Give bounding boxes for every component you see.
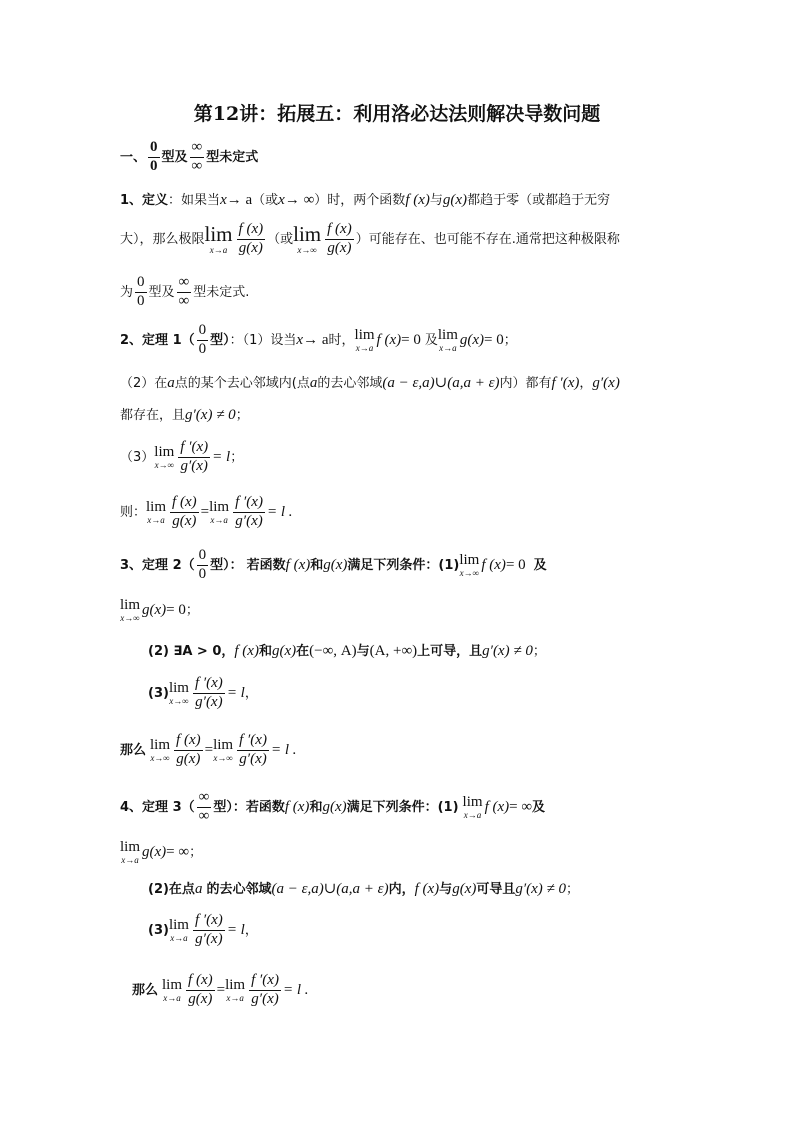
text: ：（1）设当 [229,332,297,348]
text: 型未定式. [193,284,250,300]
math-gprime-ne0: g′(x) ≠ 0 [515,881,567,897]
text: 可导且 [476,882,516,897]
math-eq0: = 0 [505,556,526,573]
text: 的去心邻域 [317,376,383,391]
limit-operator [463,795,483,820]
text: 时， [328,332,355,348]
text: 与 [356,644,370,659]
frac-den: g′(x) [180,457,208,474]
lim-word: lim [154,443,175,460]
text: 大），那么极限 [120,231,205,247]
limit-operator [154,445,174,470]
lim-sub: x→∞ [213,752,233,763]
math-eq-inf: = ∞ [166,844,190,860]
limit-operator [120,840,140,865]
lim-word: lim [459,551,480,568]
text: 为 [120,284,134,300]
text: ）可能存在、也可能不存在.通常把这种极限称 [355,231,620,247]
lim-sub: x→∞ [169,695,189,706]
frac-den: g′(x) [239,750,267,767]
limit-operator [169,918,189,943]
definition-line-2 [120,222,620,257]
fraction-inf-inf [177,275,192,310]
text: 及 [424,332,438,348]
theorem-label-end: 型） [213,799,233,815]
theorem-3-line-4 [148,913,258,948]
fraction-f-over-g [170,495,199,530]
lim-word: lim [437,326,458,343]
lim-sub: x→a [210,514,228,525]
math-eq-inf: = ∞ [509,798,533,815]
theorem-1-conclusion: 则： lim x→a $\frac{f (x)}{g(x)}$ = lim x→a $\frac{f '(x)}{g'(x)}$ = l . [120,494,293,529]
fraction-f-over-g [237,222,266,257]
fraction-f-over-g [174,733,203,768]
lim-word: lim [168,679,189,696]
theorem-2-line-4 [148,676,258,711]
text: ； [230,449,244,465]
math-x: x [220,192,227,208]
theorem-1-line-1 [120,323,517,358]
text: 与 [439,882,453,897]
math-neighborhood: (a − ε,a)∪(a,a + ε) [271,881,389,897]
math-a: a [194,881,203,897]
frac-num: f (x) [170,495,199,513]
math-fx: f (x) [234,643,259,659]
text: 上可导，且 [417,644,483,659]
math-eq-l: = l [226,684,245,701]
text: ； [185,603,199,618]
math-gprime-ne0: g′(x) ≠ 0 [482,643,533,659]
text: ， [244,922,258,938]
text: 那么 [132,982,159,998]
lim-sub: x→a [170,932,188,943]
limit-operator [459,553,479,578]
frac-num: f (x) [186,973,215,991]
text: ； [532,644,546,659]
math-to-a: → a [303,331,329,348]
math-gx: g(x) [459,331,485,348]
text: （2）在 [120,376,168,391]
math-gx: g(x) [322,798,347,815]
frac-num: 0 [197,548,209,566]
fraction-fprime-over-gprime [193,676,225,711]
limit-operator [293,221,322,255]
text: ； [189,845,203,860]
definition-line-3 [120,275,249,310]
fraction-fprime-over-gprime [233,495,265,530]
text: (3) [148,685,169,701]
math-interval-1: (−∞, A) [309,643,357,659]
math-gx: g(x) [323,556,348,573]
frac-den: g(x) [327,239,352,256]
text: 和 [309,799,323,815]
section-suffix: 型未定式 [206,149,259,165]
section-prefix: 一、 [120,149,147,165]
section-heading [120,140,258,175]
lim-word: lim [225,976,246,993]
frac-den: ∞ [198,807,210,824]
lim-sub: x→a [463,809,482,820]
frac-num: ∞ [197,790,212,808]
lim-sub: x→∞ [459,567,480,578]
theorem-label: 3、定理 2（ [120,557,195,573]
theorem-2-line-1 [120,548,547,583]
text: ， [579,376,593,391]
frac-num: f ′(x) [193,676,225,694]
lim-sub: x→a [209,244,228,255]
frac-den: 0 [137,292,145,309]
text: 和 [258,644,272,659]
limit-operator [169,681,189,706]
frac-num: f ′(x) [249,973,281,991]
fraction-0-0 [148,140,160,175]
theorem-1-line-3 [120,404,249,424]
math-a: a [167,375,175,391]
text: ， [244,685,258,701]
frac-num: f (x) [237,222,266,240]
definition-line-1 [120,189,610,209]
limit-operator [438,328,458,353]
lim-sub: x→∞ [120,613,140,623]
fraction-fprime-over-gprime [178,440,210,475]
math-gx: g(x) [142,602,167,618]
lim-sub: x→a [121,855,139,865]
fraction-inf-inf [190,140,205,175]
math-eq0: = 0 [166,602,186,618]
theorem-1-line-4 [120,440,243,475]
fraction-0-0 [135,275,147,310]
frac-num: 0 [135,275,147,293]
math-fx: f (x) [284,798,310,815]
lim-sub: x→∞ [297,244,317,255]
limit-operator [209,500,229,525]
frac-den: 0 [150,157,158,174]
math-eq-l: = l [212,448,231,465]
text: ； [235,408,249,423]
text: （或 [267,231,294,247]
frac-num: 0 [197,323,209,341]
frac-den: ∞ [191,157,203,174]
text: 内）都有 [499,376,552,391]
text: 及 [532,799,546,815]
section-mid: 型及 [161,149,188,165]
math-gx: g(x) [271,643,297,659]
text: ； [566,882,580,897]
text: 型及 [148,284,175,300]
frac-den: g′(x) [235,512,263,529]
theorem-2-line-2 [120,598,199,623]
limit-operator [120,598,140,623]
text: 满足下列条件：(1) [346,799,459,815]
frac-den: g′(x) [251,990,279,1007]
math-x: x [278,192,285,208]
text: 及 [533,557,547,573]
theorem-label-end: 型） [210,332,230,348]
math-to-inf: → ∞ [284,192,315,208]
text: 的去心邻域 [206,882,272,897]
frac-num: f ′(x) [237,733,269,751]
lim-sub: x→∞ [154,459,174,470]
lim-sub: x→a [355,342,374,353]
math-fx: f (x) [481,556,506,573]
frac-den: g′(x) [195,693,223,710]
text: 那么 [120,742,147,758]
lim-word: lim [204,221,233,246]
limit-operator [355,328,375,353]
frac-num: f ′(x) [193,913,225,931]
math-fx: f (x) [376,331,402,348]
math-neighborhood: (a − ε,a)∪(a,a + ε) [382,375,500,391]
limit-operator [162,978,182,1003]
math-eq-l: = l [226,921,245,938]
lim-word: lim [209,498,230,515]
frac-num: f ′(x) [178,440,210,458]
text: 和 [310,557,324,573]
lim-word: lim [120,597,141,613]
text: ）时，两个函数 [314,193,406,208]
theorem-label-end: 型）： [210,557,243,573]
math-gprime: g′(x) [592,375,620,391]
theorem-label: 4、定理 3（ [120,799,195,815]
math-gx: g(x) [142,844,167,860]
math-fx: f (x) [414,881,440,897]
text: 则： [120,504,147,520]
lim-sub: x→a [147,514,165,525]
theorem-3-conclusion: 那么 lim x→a $\frac{f (x)}{g(x)}$ = lim x→a $\frac{f '(x)}{g'(x)}$ = l . [132,972,309,1007]
text: 都趋于零（或都趋于无穷 [467,193,611,208]
lim-sub: x→a [163,992,181,1003]
limit-operator [150,738,170,763]
fraction-f-over-g [325,222,354,257]
lim-word: lim [168,916,189,933]
text: (2) ∃A > 0， [148,644,235,659]
math-fprime: f ′(x) [551,375,580,391]
text: 与 [429,193,443,208]
lim-sub: x→∞ [150,752,170,763]
math-eq-l: = l . [266,503,293,520]
text: ：如果当 [168,193,221,208]
frac-den: 0 [198,340,207,357]
text: ； [503,332,517,348]
lim-word: lim [120,839,141,855]
text: （或 [252,193,279,208]
lim-word: lim [462,793,483,810]
frac-num: ∞ [177,275,192,293]
theorem-3-line-1 [120,790,545,825]
text: 在 [296,644,310,659]
math-fx: f (x) [484,798,510,815]
text: (2)在点 [148,882,195,897]
text: 内， [388,882,415,897]
frac-den: ∞ [178,292,190,309]
limit-operator [213,738,233,763]
math-fx: f (x) [405,192,430,208]
fraction-fprime-over-gprime [249,973,281,1008]
text: 满足下列条件：(1) [347,557,460,573]
theorem-2-line-3 [148,640,546,660]
text: （3） [120,449,155,465]
theorem-label: 2、定理 1（ [120,332,195,348]
fraction-f-over-g [186,973,215,1008]
math-eq-l: = l . [270,741,297,758]
math-eq0: = 0 [401,331,421,348]
math-eq-l: = l . [282,981,309,998]
lim-sub: x→a [226,992,244,1003]
frac-num: f (x) [325,222,354,240]
fraction-fprime-over-gprime [193,913,225,948]
frac-num: 0 [148,140,160,158]
lim-word: lim [354,326,375,343]
math-eq0: = 0 [484,331,504,348]
math-a: a [309,375,318,391]
text: ：若函数 [232,799,285,815]
lim-sub: x→a [439,342,457,353]
theorem-3-line-3 [148,878,579,898]
math-interval-2: (A, +∞) [369,643,418,659]
fraction-inf-inf [197,790,212,825]
limit-operator [204,221,233,255]
math-gx: g(x) [452,881,477,897]
frac-den: g(x) [188,990,213,1007]
theorem-1-line-2 [120,372,620,392]
frac-num: f ′(x) [233,495,265,513]
text: 点的某个去心邻域内(点 [174,376,310,391]
text: 都存在，且 [120,408,186,423]
frac-den: 0 [198,565,207,582]
text: 若函数 [246,557,286,573]
theorem-2-conclusion: 那么 lim x→∞ $\frac{f (x)}{g(x)}$ = lim x→∞ $\frac{f '(x)}{g'(x)}$ = l . [120,732,297,767]
frac-den: g(x) [176,750,201,767]
math-fx: f (x) [285,556,311,573]
lim-word: lim [150,736,171,753]
math-x: x [296,331,304,348]
lim-word: lim [162,976,183,993]
frac-den: g(x) [172,512,197,529]
lim-word: lim [146,498,167,515]
math-to-a: → a [226,192,253,208]
lim-word: lim [213,736,234,753]
frac-den: g(x) [238,239,263,256]
text: (3) [148,922,169,938]
limit-operator [225,978,245,1003]
math-gx: g(x) [442,192,468,208]
fraction-0-0 [197,548,209,583]
limit-operator [146,500,166,525]
frac-den: g′(x) [195,930,223,947]
page-title: 第12讲：拓展五：利用洛必达法则解决导数问题 [193,103,601,125]
theorem-3-line-2 [120,840,202,865]
lim-word: lim [293,221,322,246]
frac-num: ∞ [190,140,205,158]
fraction-0-0 [197,323,209,358]
definition-label: 1、定义 [120,193,169,208]
fraction-fprime-over-gprime [237,733,269,768]
math-gprime-ne0: g′(x) ≠ 0 [185,407,236,423]
frac-num: f (x) [174,733,203,751]
